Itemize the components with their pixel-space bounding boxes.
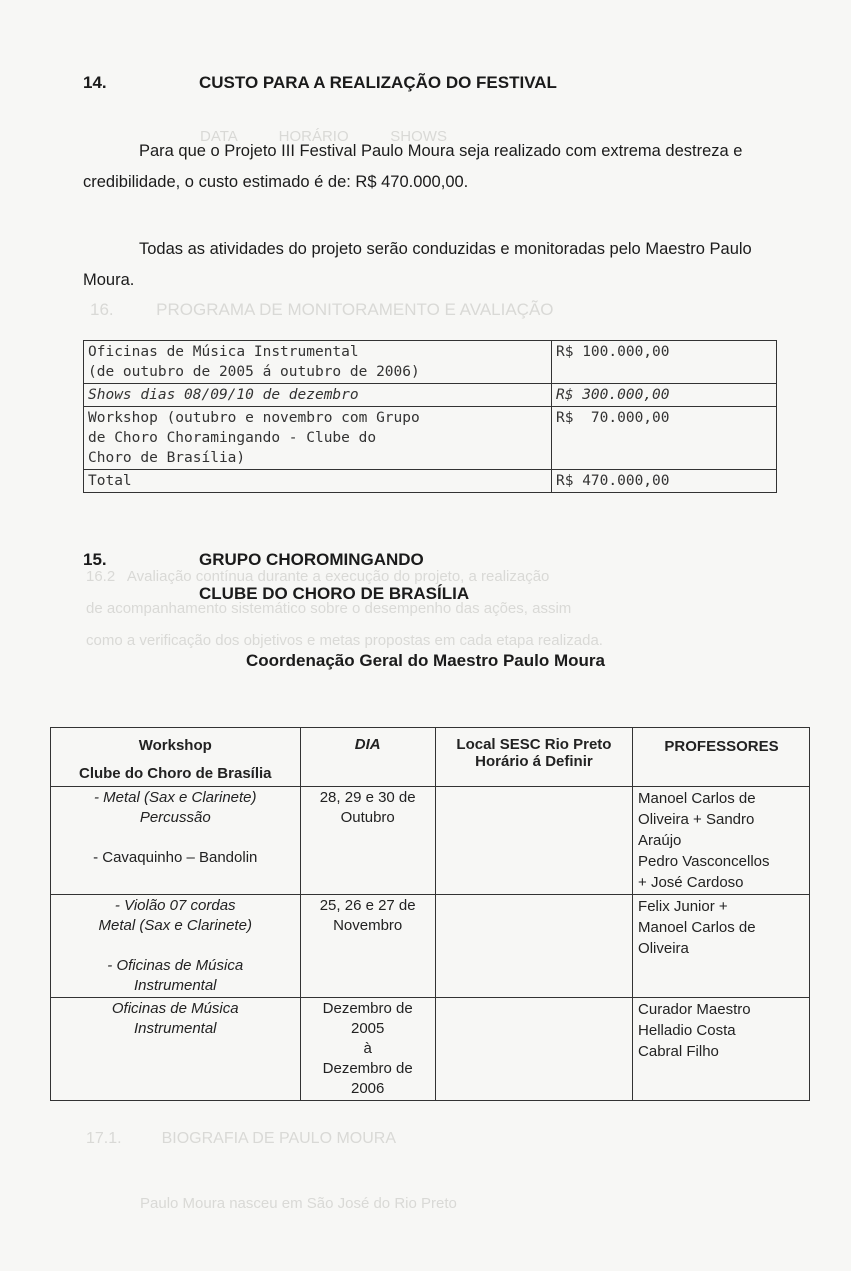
dia-cell: 25, 26 e 27 de Novembro	[300, 895, 435, 998]
section-14-number: 14.	[83, 73, 107, 92]
header-professores: PROFESSORES	[633, 728, 810, 787]
table-header-row	[51, 728, 810, 787]
local-cell	[435, 998, 632, 1101]
cost-item-cell: Workshop (outubro e novembro com Grupo de Choro Choramingando - Clube do Choro de Brasília)	[84, 407, 552, 470]
professores-cell: Curador Maestro Helladio Costa Cabral Filho	[633, 998, 810, 1101]
local-cell	[435, 787, 632, 895]
table-row	[51, 998, 810, 1101]
show-through-text: 16.2 Avaliação contínua durante a execução do projeto, a realização	[86, 568, 550, 585]
section-14-title: CUSTO PARA A REALIZAÇÃO DO FESTIVAL	[199, 73, 557, 92]
section-15-title-line1: GRUPO CHOROMINGANDO	[199, 550, 424, 569]
section-15-subtitle: Coordenação Geral do Maestro Paulo Moura	[246, 651, 605, 670]
section-15-title-line2: CLUBE DO CHORO DE BRASÍLIA	[199, 584, 470, 603]
table-row	[84, 341, 777, 384]
table-row	[51, 895, 810, 998]
professores-cell: Felix Junior + Manoel Carlos de Oliveira	[633, 895, 810, 998]
workshop-cell: - Metal (Sax e Clarinete) Percussão - Cavaquinho – Bandolin	[51, 787, 301, 895]
cost-total-label: Total	[84, 470, 552, 493]
show-through-text: de acompanhamento sistemático sobre o desempenho das ações, assim	[86, 600, 572, 617]
workshop-cell: - Violão 07 cordas Metal (Sax e Clarinete) - Oficinas de Música Instrumental	[51, 895, 301, 998]
table-row	[84, 407, 777, 470]
cost-value-cell: R$ 100.000,00	[552, 341, 777, 384]
section-14-paragraph-1: Para que o Projeto III Festival Paulo Moura seja realizado com extrema destreza e credibilidade, o custo estimado é de: R$ 470.000,00.	[83, 142, 743, 191]
show-through-text: 17.1. BIOGRAFIA DE PAULO MOURA	[86, 1130, 397, 1147]
header-dia: DIA	[300, 728, 435, 787]
cost-value-cell: R$ 300.000,00	[552, 384, 777, 407]
professores-cell: Manoel Carlos de Oliveira + Sandro Araújo Pedro Vasconcellos + José Cardoso	[633, 787, 810, 895]
local-cell	[435, 895, 632, 998]
workshop-cell: Oficinas de Música Instrumental	[51, 998, 301, 1101]
cost-value-cell: R$ 70.000,00	[552, 407, 777, 470]
table-row	[84, 384, 777, 407]
show-through-text: 16. PROGRAMA DE MONITORAMENTO E AVALIAÇÃO	[90, 300, 554, 319]
section-14-paragraph-2: Todas as atividades do projeto serão conduzidas e monitoradas pelo Maestro Paulo Moura.	[83, 240, 752, 289]
dia-cell: 28, 29 e 30 de Outubro	[300, 787, 435, 895]
cost-item-cell: Shows dias 08/09/10 de dezembro	[84, 384, 552, 407]
cost-table	[83, 340, 777, 493]
cost-item-cell: Oficinas de Música Instrumental (de outubro de 2005 á outubro de 2006)	[84, 341, 552, 384]
show-through-text: Paulo Moura nasceu em São José do Rio Preto	[140, 1195, 457, 1212]
show-through-text: como a verificação dos objetivos e metas propostas em cada etapa realizada.	[86, 632, 603, 649]
cost-total-value: R$ 470.000,00	[552, 470, 777, 493]
table-row	[84, 470, 777, 493]
dia-cell: Dezembro de 2005 à Dezembro de 2006	[300, 998, 435, 1101]
table-row	[51, 787, 810, 895]
header-local: Local SESC Rio Preto Horário á Definir	[435, 728, 632, 787]
workshop-schedule-table	[50, 727, 810, 1101]
header-workshop: Workshop Clube do Choro de Brasília	[51, 728, 301, 787]
show-through-text: DATA HORÁRIO SHOWS	[200, 128, 447, 145]
section-15-number: 15.	[83, 550, 107, 569]
